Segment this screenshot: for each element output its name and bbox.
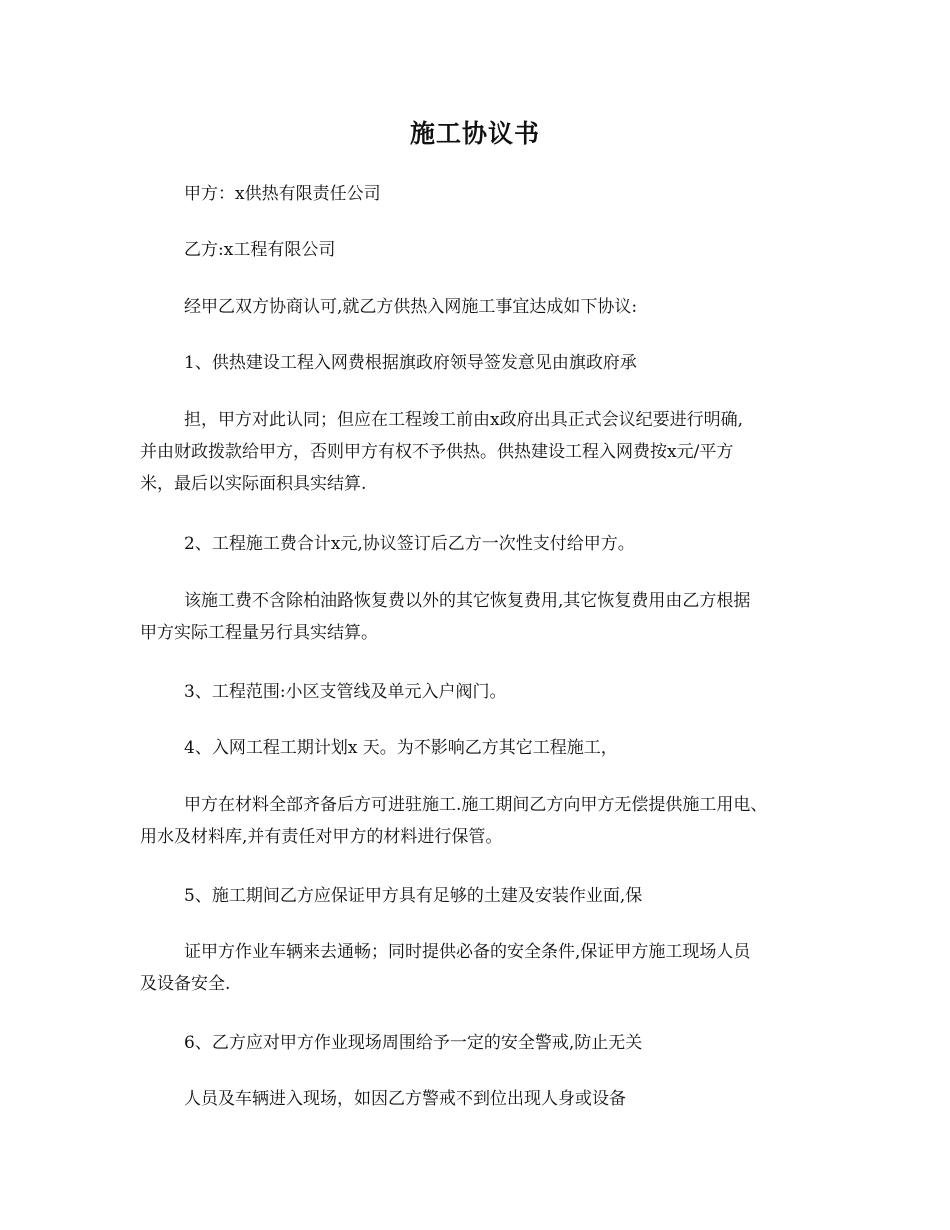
clause-1-body	[140, 404, 820, 500]
intro-paragraph	[140, 291, 820, 323]
clause-5-body-line: 证甲方作业车辆来去通畅；同时提供必备的安全条件,保证甲方施工现场人员	[184, 942, 751, 962]
clause-2-body	[140, 585, 820, 649]
clause-6-heading	[140, 1027, 820, 1059]
clause-2-heading	[140, 528, 820, 560]
intro-text: 经甲乙双方协商认可,就乙方供热入网施工事宜达成如下协议:	[184, 297, 638, 317]
party-b-text: 乙方:x工程有限公司	[184, 240, 336, 260]
clause-2-body-line: 该施工费不含除柏油路恢复费以外的其它恢复费用,其它恢复费用由乙方根据	[184, 591, 751, 611]
clause-1-body-line: 担，甲方对此认同；但应在工程竣工前由x政府出具正式会议纪要进行明确,	[184, 410, 743, 430]
clause-4-body-line: 用水及材料库,并有责任对甲方的材料进行保管。	[140, 827, 503, 847]
document-title: 施工协议书	[409, 119, 540, 148]
party-a-line	[140, 178, 820, 210]
clause-1-heading	[140, 347, 820, 379]
clause-6-body	[140, 1083, 820, 1115]
clause-5-body	[140, 936, 820, 1000]
clause-4-heading	[140, 732, 820, 764]
clause-2-heading-text: 2、工程施工费合计x元,协议签订后乙方一次性支付给甲方。	[184, 534, 635, 554]
clause-4-heading-text: 4、入网工程工期计划x 天。为不影响乙方其它工程施工，	[184, 738, 618, 758]
clause-2-body-line: 甲方实际工程量另行具实结算。	[140, 623, 378, 643]
clause-1-body-line: 米，最后以实际面积具实结算.	[140, 474, 367, 494]
clause-4-body	[140, 789, 820, 853]
clause-1-heading-text: 1、供热建设工程入网费根据旗政府领导签发意见由旗政府承	[184, 353, 637, 373]
clause-5-body-line: 及设备安全.	[140, 974, 231, 994]
clause-6-heading-text: 6、乙方应对甲方作业现场周围给予一定的安全警戒,防止无关	[184, 1033, 643, 1053]
clause-6-body-line: 人员及车辆进入现场，如因乙方警戒不到位出现人身或设备	[184, 1089, 626, 1109]
party-b-line	[140, 234, 820, 266]
clause-3-text: 3、工程范围:小区支管线及单元入户阀门。	[184, 682, 507, 702]
clause-3	[140, 676, 820, 708]
clause-5-heading-text: 5、施工期间乙方应保证甲方具有足够的土建及安装作业面,保	[184, 886, 643, 906]
party-a-text: 甲方：x供热有限责任公司	[184, 184, 381, 204]
clause-1-body-line: 并由财政拨款给甲方，否则甲方有权不予供热。供热建设工程入网费按x元/平方	[140, 442, 734, 462]
clause-4-body-line: 甲方在材料全部齐备后方可进驻施工.施工期间乙方向甲方无偿提供施工用电、	[184, 795, 768, 815]
clause-5-heading	[140, 880, 820, 912]
